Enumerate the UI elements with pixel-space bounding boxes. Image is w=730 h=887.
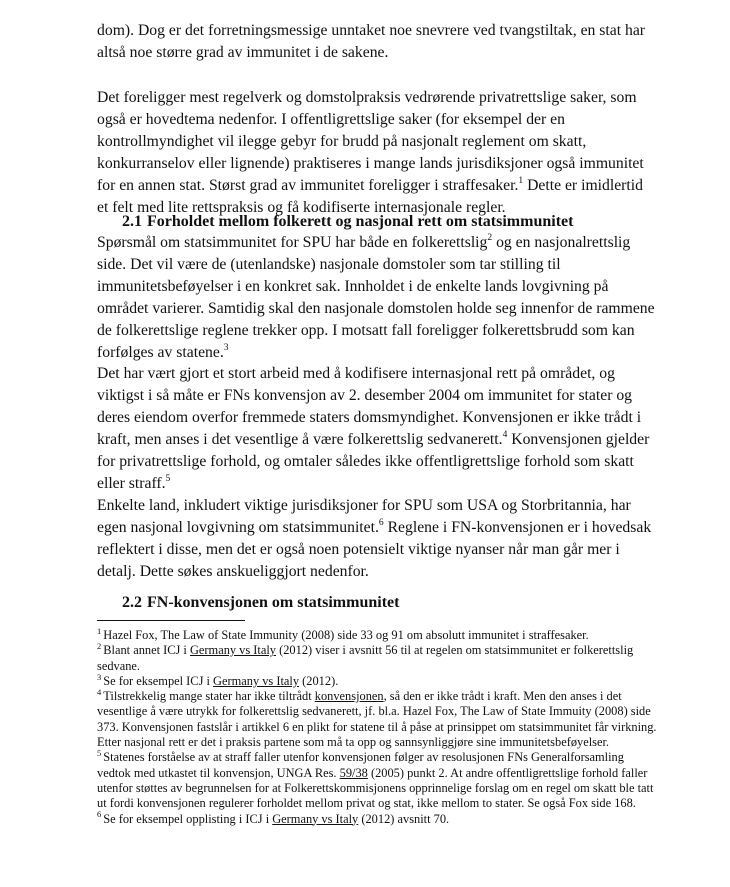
footnote-4: $^4$ Tilstrekkelig mange stater har ikke tiltrådt konvensjonen, så den er ikke trådt i kraft. Men den anses i det vesentlige å være utrykk for folkerettslig sedvanerett, jf. bl.a. Hazel Fox, The Law of State Immuity (2008) side 373. Konvensjonen fastslår i artikkel 6 en plikt for statene til å påse at prinsippet om statsimmunitet får virkning. Etter nasjonal rett er det i praksis partene som må ta opp og sannsynliggjøre sine immunitetsbeføyelser. <box>97 687 657 750</box>
footnote-mark: 6 <box>97 809 102 820</box>
section-number: 2.1 <box>122 213 142 230</box>
paragraph-enkelte-land: Enkelte land, inkludert viktige jurisdiksjoner for SPU som USA og Storbritannia, har egen nasjonal lovgivning om statsimmunitet.$^6$ Reglene i FN-konvensjonen er i hovedsak reflektert i disse, men det er også noen potensielt viktige nyanser når man går mer i detalj. Dette søkes anskueliggjort nedenfor. <box>97 497 652 580</box>
footnote-mark: 3 <box>97 671 102 682</box>
section-heading-2-1 <box>122 211 573 233</box>
footnote-mark: 1 <box>97 625 102 636</box>
footnote-6: $^6$ Se for eksempel opplisting i ICJ i Germany vs Italy (2012) avsnitt 70. <box>97 809 450 826</box>
footnote-ref-1[interactable]: 1 <box>518 175 524 186</box>
section-number: 2.2 <box>122 594 142 611</box>
footnote-ref-6[interactable]: 6 <box>378 517 384 528</box>
footnote-ref-2[interactable]: 2 <box>487 232 493 243</box>
paragraph-intro-continuation: dom). Dog er det forretningsmessige unntaket noe snevrere ved tvangstiltak, en stat har altså noe større grad av immunitet i de sakene. <box>97 22 646 61</box>
convention-link[interactable]: konvensjonen <box>314 689 384 704</box>
case-link[interactable]: Germany vs Italy <box>272 811 359 826</box>
section-title: Forholdet mellom folkerett og nasjonal rett om statsimmunitet <box>147 213 574 230</box>
footnote-2: $^2$ Blant annet ICJ i Germany vs Italy (2012) viser i avsnitt 56 til at regelen om statsimmunitet er folkerettslig sedvane. <box>97 641 634 673</box>
case-link[interactable]: Germany vs Italy <box>189 643 277 658</box>
paragraph-folkerett: Spørsmål om statsimmunitet for SPU har både en folkerettslig$^2$ og en nasjonalrettslig side. Det vil være de (utenlandske) nasjonale domstoler som tar stilling til immunitetsbeføyelser i en konkret sak. Innholdet i de enkelte lands lovgivning på området varierer. Samtidig skal den nasjonale domstolen holde seg innenfor de rammene de folkerettslige reglene trekker opp. I motsatt fall foreligger folkerettsbrudd som kan forfølges av statene.$^3$ <box>97 232 655 361</box>
footnote-1: $^1$ Hazel Fox, The Law of State Immunity (2008) side 33 og 91 om absolutt immunitet i straffesaker. <box>97 625 589 642</box>
footnote-mark: 2 <box>97 641 102 652</box>
paragraph-kodifisering: Det har vært gjort et stort arbeid med å kodifisere internasjonal rett på området, og viktigst i så måte er FNs konvensjon av 2. desember 2004 om immunitet for stater og deres eiendom overfor fremmede staters domsmyndighet. Konvensjonen er ikke trådt i kraft, men anses i det vesentlige å være folkerettslig sedvanerett.$^4$ Konvensjonen gjelder for privatrettslige forhold, og omtaler således ikke offentligrettslige forhold som skatt eller straff.$^5$ <box>97 365 650 492</box>
footnote-3: $^3$ Se for eksempel ICJ i Germany vs Italy (2012). <box>97 671 339 688</box>
footnote-ref-3[interactable]: 3 <box>223 342 229 353</box>
footnote-separator <box>97 620 245 621</box>
footnote-5: $^5$ Statenes forståelse av at straff faller utenfor konvensjonen følger av resolusjonen FNs Generalforsamling vedtok med utkastet til konvensjon, UNGA Res. 59/38 (2005) punkt 2. At andre offentligrettslige forhold faller utenfor støttes av begrunnelsen for at Folkerettskommisjonens opprinnelige forslag om en regel om skatt ble tatt ut fordi konvensjonen regulerer forholdet mellom privat og stat, ikke mellom to stater. Se også Fox side 168. <box>97 748 654 811</box>
footnote-ref-4[interactable]: 4 <box>502 429 508 440</box>
section-heading-2-2 <box>122 592 399 614</box>
footnote-mark: 4 <box>97 687 102 698</box>
footnotes <box>97 625 657 827</box>
section-title: FN-konvensjonen om statsimmunitet <box>147 594 400 611</box>
resolution-link[interactable]: 59/38 <box>339 765 368 780</box>
footnote-mark: 5 <box>97 748 102 759</box>
footnote-ref-5[interactable]: 5 <box>165 473 171 484</box>
paragraph-regelverk: Det foreligger mest regelverk og domstolpraksis vedrørende privatrettslige saker, som også er hovedtema nedenfor. I offentligrettslige saker (for eksempel der en kontrollmyndighet vil ilegge gebyr for brudd på nasjonalt reglement om skatt, konkurranselov eller lignende) praktiseres i mange lands jurisdiksjoner også immunitet for en annen stat. Størst grad av immunitet foreligger i straffesaker.$^1$ Dette er imidlertid et felt med lite rettspraksis og få kodifiserte internasjonale regler. <box>97 89 644 216</box>
case-link[interactable]: Germany vs Italy <box>213 673 300 688</box>
